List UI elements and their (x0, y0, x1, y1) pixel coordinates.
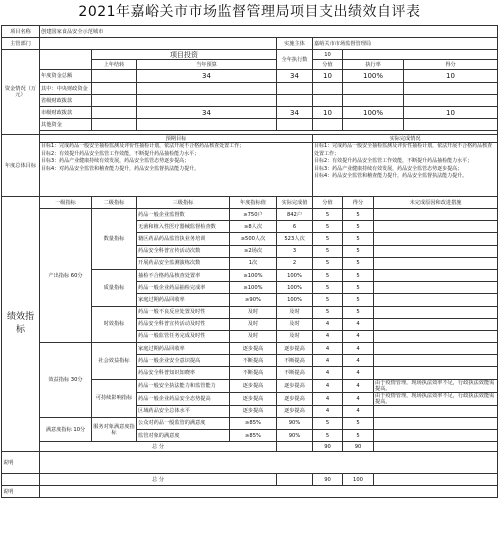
ind-target: ≥90% (230, 294, 277, 306)
ind-get: 5 (343, 269, 374, 281)
ind-level3: 药品安全科普知识知晓率 (137, 367, 230, 379)
ind-actual: 逐步提高 (277, 379, 313, 392)
funds-row-score: 10 (313, 107, 343, 119)
ind-get: 4 (343, 367, 374, 379)
ind-level1: 效益指标 30分 (40, 343, 92, 418)
table-row (2, 83, 498, 95)
funds-col-exec: 全年执行数 (277, 50, 313, 70)
ind-score: 4 (313, 343, 343, 355)
table-body (2, 26, 498, 498)
goals-actual-label: 实际完成情况 (313, 135, 498, 143)
ind-get: 5 (343, 430, 374, 442)
ind-score: 4 (313, 379, 343, 392)
funds-row-rate (343, 119, 404, 131)
ind-level3: 籍区药品药品监管执业务培训 (137, 233, 230, 245)
goal-actual-item: 目标3：药品产业健康持续有效发展，药品安全监管态势逐步提高； (314, 165, 463, 172)
funds-row-cur (137, 95, 277, 107)
funds-row-label: 市级财政拨款 (40, 107, 92, 119)
funds-row-rate: 100% (343, 107, 404, 119)
ind-note (374, 318, 498, 330)
ind-get: 4 (343, 392, 374, 405)
ind-actual: 逐步提高 (277, 405, 313, 417)
evaluation-table (1, 25, 498, 498)
goal-expected-item: 目标4：对药品安全监管和稽查能力提升，药品安全监督执法能力提升。 (41, 165, 200, 172)
ind-actual: 100% (277, 282, 313, 294)
table-row (2, 143, 498, 197)
table-row (2, 452, 498, 474)
funds-row-prev (92, 83, 137, 95)
ind-get: 4 (343, 330, 374, 342)
project-label: 项目名称 (2, 26, 40, 38)
table-row (2, 486, 498, 498)
goal-expected-item: 目标3：药品产业健康持续有效发展，药品安全监管态势逐步提高； (41, 158, 190, 164)
funds-row-score: 10 (313, 70, 343, 83)
ind-note (374, 405, 498, 417)
goals-expected-text (40, 143, 313, 197)
table-row (2, 474, 498, 486)
funds-top-blank (343, 50, 498, 60)
goal-actual-item: 目标1：完成药品一般安全抽检监测及评价性抽检计划，依法开展不合格药品核查处置工作； (314, 143, 493, 157)
ind-subtotal-label: 总 分 (40, 442, 277, 452)
impl-label: 实施主体 (277, 38, 313, 50)
goal-actual-item: 目标4：药品安全监管和稽查能力提升，药品安全监督执法能力提升。 (314, 173, 468, 179)
funds-row-prev (92, 107, 137, 119)
funds-row-exec: 34 (277, 107, 313, 119)
funds-section-label: 资金情况（万元） (2, 50, 40, 135)
ind-target: 1次 (230, 257, 277, 269)
goal-expected-item: 目标2：有效提升药品安全监管工作效能，不断提升药品抽检能力水平； (41, 150, 200, 157)
ind-score: 5 (313, 221, 343, 233)
funds-row-rate: 100% (343, 70, 404, 83)
goals-actual-text (313, 143, 498, 197)
ind-level3: 家庭过期药品回收率 (137, 294, 230, 306)
impl-name: 嘉峪关市市场监督管理局 (313, 38, 498, 50)
ind-score: 5 (313, 257, 343, 269)
ind-actual: 6 (277, 221, 313, 233)
ind-note (374, 430, 498, 442)
table-row (2, 417, 498, 429)
ind-score: 4 (313, 355, 343, 367)
ind-note (374, 294, 498, 306)
funds-row-exec: 34 (277, 70, 313, 83)
ind-level3: 家庭过期药品回收率 (137, 343, 230, 355)
ind-target: 及时 (230, 318, 277, 330)
table-row (2, 50, 498, 60)
ind-actual: 及时 (277, 330, 313, 342)
ind-head-l3: 三级指标 (137, 197, 230, 209)
ind-target: 及时 (230, 306, 277, 318)
funds-col-rate: 执行率 (343, 60, 404, 70)
ind-score: 4 (313, 318, 343, 330)
funds-row-prev (92, 95, 137, 107)
ind-note: 由于疫情管理，现场执法效率不足，行政执法效能需提高。 (374, 379, 498, 392)
ind-note (374, 221, 498, 233)
funds-col-budget: 项目投资 (92, 50, 277, 60)
note2-label: 说明 (2, 486, 40, 498)
ind-target: 逐步提高 (230, 405, 277, 417)
ind-level3: 监管对象的满意度 (137, 430, 230, 442)
funds-row-prev (92, 70, 137, 83)
ind-note (374, 269, 498, 281)
ind-score: 5 (313, 245, 343, 257)
funds-row-get (404, 119, 498, 131)
ind-note (374, 306, 498, 318)
project-name: 创建国家食品安全示范城市 (40, 26, 498, 38)
ind-score: 4 (313, 392, 343, 405)
funds-col-cur: 当年预算 (137, 60, 277, 70)
ind-get: 5 (343, 282, 374, 294)
ind-target: 逐步提高 (230, 392, 277, 405)
funds-row-exec (277, 119, 313, 131)
ind-note (374, 355, 498, 367)
ind-get: 4 (343, 379, 374, 392)
note-label: 说明 (2, 452, 40, 474)
funds-col-get: 得分 (404, 60, 498, 70)
ind-actual: 100% (277, 294, 313, 306)
funds-row-cur: 34 (137, 70, 277, 83)
ind-head-l1: 一级指标 (40, 197, 92, 209)
table-row (2, 209, 498, 221)
goals-section-label: 年度总体目标 (2, 135, 40, 197)
funds-row-label: 其中：中央财政资金 (40, 83, 92, 95)
ind-level2: 数量指标 (92, 209, 137, 270)
funds-row-score (313, 83, 343, 95)
table-row (2, 95, 498, 107)
ind-actual: 90% (277, 430, 313, 442)
total-blank-left (2, 474, 40, 486)
ind-target: ≥2场次 (230, 245, 277, 257)
table-row (2, 70, 498, 83)
table-row (2, 119, 498, 131)
table-row (2, 135, 498, 143)
funds-row-cur (137, 119, 277, 131)
funds-col-score: 分值 (313, 60, 343, 70)
table-row (2, 442, 498, 452)
goals-expected-label: 预期目标 (40, 135, 313, 143)
note2-text (40, 486, 498, 498)
funds-row-get (404, 95, 498, 107)
ind-target: 及时 (230, 330, 277, 342)
ind-score: 5 (313, 417, 343, 429)
funds-row-label: 年度资金总额 (40, 70, 92, 83)
table-row (2, 38, 498, 50)
ind-note: 由于疫情管理，现场执法效率不足，行政执法效能需提高。 (374, 392, 498, 405)
ind-level2: 服务对象满意度指标 (92, 417, 137, 441)
ind-get: 5 (343, 306, 374, 318)
ind-get: 5 (343, 221, 374, 233)
ind-get: 5 (343, 233, 374, 245)
ind-score: 5 (313, 294, 343, 306)
total-note (374, 474, 498, 486)
ind-level3: 药品安全科普宣传活动次数 (137, 245, 230, 257)
ind-note (374, 330, 498, 342)
ind-level2: 时效指标 (92, 306, 137, 343)
ind-score: 5 (313, 269, 343, 281)
ind-note (374, 343, 498, 355)
ind-note (374, 417, 498, 429)
ind-target: ≥85% (230, 430, 277, 442)
ind-actual: 及时 (277, 306, 313, 318)
funds-row-exec (277, 95, 313, 107)
funds-row-score (313, 95, 343, 107)
ind-head-l2: 二级指标 (92, 197, 137, 209)
ind-level3: 区域药品安全总体水平 (137, 405, 230, 417)
ind-level3: 药品一般监管任务完成及时性 (137, 330, 230, 342)
total-blank (277, 474, 313, 486)
ind-score: 4 (313, 405, 343, 417)
ind-level3: 药品安全科普宣传活动及时性 (137, 318, 230, 330)
ind-target: 逐步提高 (230, 343, 277, 355)
table-row (2, 26, 498, 38)
funds-row-exec (277, 83, 313, 95)
ind-head-get: 得分 (343, 197, 374, 209)
ind-score: 5 (313, 306, 343, 318)
ind-get: 4 (343, 405, 374, 417)
indicators-section-label: 绩效指标 (2, 197, 40, 452)
funds-row-get (404, 83, 498, 95)
ind-get: 4 (343, 318, 374, 330)
ind-score: 4 (313, 330, 343, 342)
ind-subtotal-score: 90 (313, 442, 343, 452)
ind-actual: 不断提高 (277, 367, 313, 379)
ind-level1: 满意度指标 10分 (40, 417, 92, 441)
ind-score: 5 (313, 233, 343, 245)
ind-get: 5 (343, 294, 374, 306)
ind-note (374, 367, 498, 379)
ind-get: 5 (343, 209, 374, 221)
ind-actual: 及时 (277, 318, 313, 330)
ind-level2: 质量指标 (92, 269, 137, 306)
ind-level3: 药品一般企业药品安全态势提高 (137, 392, 230, 405)
ind-get: 4 (343, 355, 374, 367)
table-row (2, 197, 498, 209)
ind-head-actual: 实际完成值 (277, 197, 313, 209)
ind-level3: 药品一般企业监督数 (137, 209, 230, 221)
ind-target: 逐步提高 (230, 379, 277, 392)
funds-col-prev: 上年结转 (92, 60, 137, 70)
ind-head-score: 分值 (313, 197, 343, 209)
table-row (2, 107, 498, 119)
goal-expected-item: 目标1：完成药品一般安全抽检监测及评价性抽检计划，依法开展不合格药品核查处置工作； (41, 143, 245, 149)
ind-actual: 90% (277, 417, 313, 429)
ind-note (374, 245, 498, 257)
dept-name (40, 38, 277, 50)
ind-head-note: 未完成原因和改进措施 (374, 197, 498, 209)
ind-note (374, 282, 498, 294)
ind-level3: 药品一般企业药品抽检完成率 (137, 282, 230, 294)
ind-level2: 可持续影响指标 (92, 379, 137, 417)
ind-score: 5 (313, 209, 343, 221)
funds-row-cur (137, 83, 277, 95)
ind-score: 5 (313, 282, 343, 294)
ind-subtotal-note (374, 442, 498, 452)
funds-corner (40, 50, 92, 70)
ind-actual: 2 (277, 257, 313, 269)
ind-get: 5 (343, 417, 374, 429)
funds-row-label: 其他资金 (40, 119, 92, 131)
ind-target: ≥750户 (230, 209, 277, 221)
ind-get: 4 (343, 343, 374, 355)
funds-row-label: 省级财政拨款 (40, 95, 92, 107)
ind-actual: 523人次 (277, 233, 313, 245)
ind-score: 4 (313, 367, 343, 379)
ind-actual: 100% (277, 269, 313, 281)
total-label: 总 分 (40, 474, 277, 486)
ind-actual: 逐步提高 (277, 392, 313, 405)
ind-level3: 药品一般企业安全意识提高 (137, 355, 230, 367)
ind-note (374, 209, 498, 221)
note-text (40, 452, 498, 474)
ind-subtotal-blank (277, 442, 313, 452)
funds-row-cur: 34 (137, 107, 277, 119)
ind-target: ≥500人次 (230, 233, 277, 245)
ind-target: ≥100% (230, 282, 277, 294)
ind-target: ≥100% (230, 269, 277, 281)
ind-level3: 药品一般不良反应处置及时性 (137, 306, 230, 318)
funds-row-score (313, 119, 343, 131)
page-title: 2021年嘉峪关市市场监督管理局项目支出绩效自评表 (78, 4, 421, 20)
ind-actual: 不断提高 (277, 355, 313, 367)
table-row (2, 343, 498, 355)
ind-level2: 社会效益指标 (92, 343, 137, 380)
ind-get: 5 (343, 257, 374, 269)
ind-level3: 公众对药品一般监管的满意度 (137, 417, 230, 429)
ind-target: 不断提高 (230, 355, 277, 367)
ind-level3: 开展药品安全监测演练次数 (137, 257, 230, 269)
ind-subtotal-get: 90 (343, 442, 374, 452)
funds-row-get: 10 (404, 107, 498, 119)
ind-level3: 药品一般安全执法能力和监管能力 (137, 379, 230, 392)
ind-actual: 逐步提高 (277, 343, 313, 355)
ind-note (374, 257, 498, 269)
ind-target: 不断提高 (230, 367, 277, 379)
dept-label: 主管部门 (2, 38, 40, 50)
total-score: 90 (313, 474, 343, 486)
ind-target: ≥8人次 (230, 221, 277, 233)
ind-head-target: 年度指标值 (230, 197, 277, 209)
funds-row-rate (343, 95, 404, 107)
ind-actual: 842户 (277, 209, 313, 221)
goal-actual-item: 目标2：有效提升药品安全监管工作效能，不断提升药品抽检能力水平； (314, 158, 473, 164)
funds-row-rate (343, 83, 404, 95)
ind-level3: 无菌和植入性医疗器械监督检查数 (137, 221, 230, 233)
funds-top-score: 10 (313, 50, 343, 60)
total-get: 100 (343, 474, 374, 486)
ind-score: 5 (313, 430, 343, 442)
ind-note (374, 233, 498, 245)
ind-level3: 抽检不合格药品核查处置率 (137, 269, 230, 281)
ind-level1: 产出指标 60分 (40, 209, 92, 343)
ind-get: 5 (343, 245, 374, 257)
funds-row-get: 10 (404, 70, 498, 83)
ind-target: ≥85% (230, 417, 277, 429)
ind-actual: 3 (277, 245, 313, 257)
funds-row-prev (92, 119, 137, 131)
